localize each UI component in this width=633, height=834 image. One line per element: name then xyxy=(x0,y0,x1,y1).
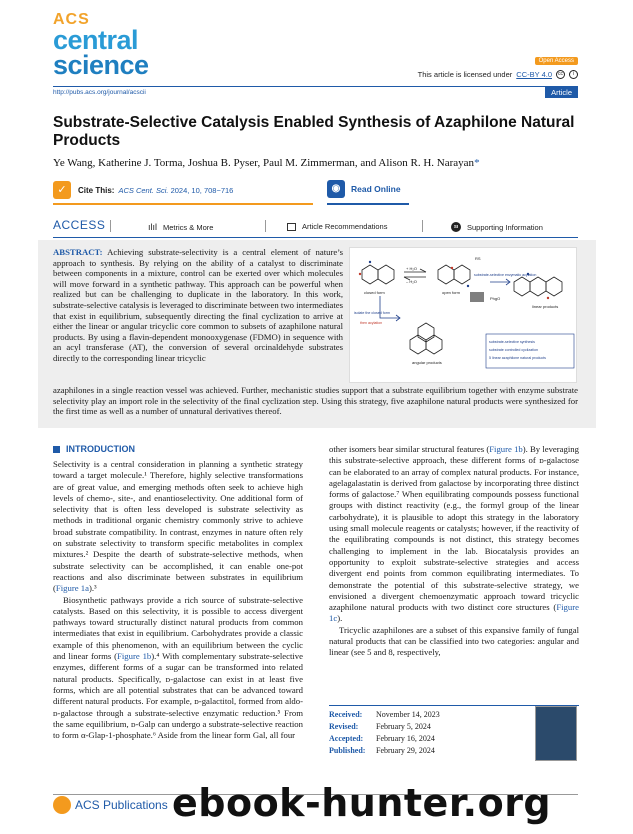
toc-minus-water: – H₂O xyxy=(406,279,417,284)
intro-p3-text: other isomers bear similar structural features ( xyxy=(329,444,490,454)
journal-logo xyxy=(53,12,163,78)
cite-reference xyxy=(118,186,233,195)
url-bar xyxy=(53,86,578,98)
divider xyxy=(422,220,423,232)
read-online-underline xyxy=(327,203,409,205)
logo-acs: ACS xyxy=(53,11,90,28)
supporting-info-link[interactable] xyxy=(451,222,543,232)
recommendations-label: Article Recommendations xyxy=(302,222,388,231)
figure-ref-1b-2[interactable]: Figure 1b xyxy=(489,444,523,454)
toc-bullet-1: substrate-selective synthesis xyxy=(489,340,535,344)
abstract-text xyxy=(53,247,343,364)
intro-paragraph-2 xyxy=(53,595,303,742)
journal-url[interactable]: http://pubs.acs.org/journal/acscii xyxy=(53,89,146,96)
read-online-label: Read Online xyxy=(351,184,401,194)
intro-paragraph-3 xyxy=(329,444,579,625)
recommendations-link[interactable] xyxy=(287,222,387,231)
figure-ref-1c[interactable]: Figure 1c xyxy=(329,602,579,624)
history-revised-label: Revised: xyxy=(329,722,359,731)
history-published-value: February 29, 2024 xyxy=(376,746,435,755)
globe-icon: ◉ xyxy=(327,180,345,198)
logo-central: central xyxy=(53,25,139,55)
intro-p1-text: Selectivity is a central consideration in planning a synthetic strategy toward a target molecule.¹ Therefore, highly selective transformations are of great value, and emerging methods often seek to achieve high levels of chemo-, site-, and enantioselectivity. One additional form of selectivity that is often less developed is substrate selectivity as methods in traditional organic chemistry commonly strive to achieve broad substrate compatibility. In contrast, enzymes in nature often rely on substrate selectivity to transform specific metabolites in complex mixtures.² Despite the dearth of substrate-selective methods, when substrate selectivity can be accomplished, it can enable one-pot reactions and also discriminate between substrates in equilibrium ( xyxy=(53,459,303,594)
intro-p1-end: ).³ xyxy=(88,583,97,594)
authors-text: Ye Wang, Katherine J. Torma, Joshua B. Pyser, Paul M. Zimmerman, and Alison R. H. Narayan xyxy=(53,157,475,169)
cite-icon: ✓ xyxy=(53,181,71,199)
toc-bullet-3: 5 linear azaphilone natural products xyxy=(489,356,546,360)
figure-ref-1b[interactable]: Figure 1b xyxy=(117,651,152,662)
cite-this[interactable] xyxy=(53,178,323,202)
corresponding-author-mark[interactable]: * xyxy=(474,157,480,169)
divider xyxy=(265,220,266,232)
supporting-label: Supporting Information xyxy=(467,222,543,232)
abstract-tail: azaphilones in a single reaction vessel was achieved. Further, mechanistic studies support that a substrate equilibrium together with enzyme substrate selectivity play an import role in the selectivity of the final cyclization step. Using this strategy, five azaphilone natural products were synthesized for the first time as well as a number of unnatural derivatives thereof. xyxy=(53,385,578,417)
license-line xyxy=(418,70,578,79)
article-icon xyxy=(287,223,296,231)
toc-enzymatic-label: substrate-selective enzymatic acylation xyxy=(474,273,537,277)
section-heading-text: INTRODUCTION xyxy=(66,444,135,454)
history-accepted-label: Accepted: xyxy=(329,734,364,743)
abstract-lead: ABSTRACT: xyxy=(53,247,103,257)
license-link[interactable]: CC-BY 4.0 xyxy=(516,70,552,79)
history-received-value: November 14, 2023 xyxy=(376,710,440,719)
abstract-body: Achieving substrate-selectivity is a central element of nature’s approach to synthesis. By relying on the ability of a catalyst to discriminate between components in a mixture, control can be exerted over which molecules will move forward in a synthetic pathway. This approach can be powerful when realized but can be challenging to duplicate in the laboratory. In this work, substrate-selective catalysis is leveraged to discriminate between two intermediates that exist in equilibrium, subsequently directing the final cyclization to arrive at either the linear or angular tricyclic core common to subsets of azaphilone natural products. By using a flavin-dependent monooxygenase (FDMO) in sequence with an acyl transferase (AT), the conversion of several orcinaldehyde substrates directly to the corresponding linear tricyclic xyxy=(53,247,343,363)
author-list xyxy=(53,157,578,169)
history-published xyxy=(329,746,435,755)
toc-scheme xyxy=(350,248,578,384)
history-received-label: Received: xyxy=(329,710,363,719)
enzyme-shape xyxy=(470,292,484,302)
toc-phgo: PhgO xyxy=(490,296,501,301)
publisher-name: ACS Publications xyxy=(75,798,168,812)
toc-closed-form: closed form xyxy=(364,290,385,295)
toc-linear: linear products xyxy=(532,304,559,309)
figure-ref-1a[interactable]: Figure 1a xyxy=(55,583,89,594)
toc-graphic[interactable] xyxy=(349,247,577,383)
history-published-label: Published: xyxy=(329,746,366,755)
cc-icon: cc xyxy=(558,71,563,77)
intro-p2-text-cont: ).⁴ With complementary substrate-selective enzymes, different forms of a sugar can be transformed into related natural products. Specifically, ᴅ-galactose can exist in at least five forms, which are all potential substrates that can be advanced toward different natural products. For example, ᴅ-galactitol, formed from aldo-ᴅ-galactose through a substrate-selective enzymatic reduction.⁵ From the same equilibrium, ᴅ-Galp can undergo a substrate-selective reaction to form α-Glap-1-phosphate.⁶ Aside from the linear form Gal, all four xyxy=(53,651,303,741)
read-online-button[interactable] xyxy=(327,180,401,198)
intro-paragraph-1 xyxy=(53,459,303,595)
section-heading-introduction xyxy=(53,444,135,454)
history-received xyxy=(329,710,440,719)
history-accepted xyxy=(329,734,435,743)
cite-volume: 2024, 10, 708−716 xyxy=(170,185,234,195)
toc-open-form: open form xyxy=(442,290,461,295)
article-type-badge: Article xyxy=(545,87,578,98)
history-revised xyxy=(329,722,431,731)
access-label: ACCESS xyxy=(53,218,106,232)
toc-rs: RS xyxy=(475,256,481,261)
cite-journal: ACS Cent. Sci. xyxy=(118,185,169,195)
watermark: ebook-hunter.org xyxy=(172,781,552,825)
intro-p3-end: ). xyxy=(337,613,343,624)
bar-chart-icon: ılıl xyxy=(148,222,157,232)
article-title: Substrate-Selective Catalysis Enabled Synthesis of Azaphilone Natural Products xyxy=(53,114,575,149)
toc-angular: angular products xyxy=(412,360,442,365)
intro-paragraph-4: Tricyclic azaphilones are a subset of this expansive family of fungal natural products that can be classified into two categories: angular and linear (see 5 and 8, respectively, xyxy=(329,624,579,658)
history-accepted-value: February 16, 2024 xyxy=(376,734,435,743)
acs-publications-logo[interactable] xyxy=(53,796,168,814)
journal-cover-thumbnail[interactable] xyxy=(535,706,577,761)
toc-plus-water: + H₂O xyxy=(406,266,417,271)
divider xyxy=(110,220,111,232)
cc-by-icon: i xyxy=(569,70,578,79)
left-column xyxy=(53,459,303,741)
license-text: This article is licensed under xyxy=(417,70,513,79)
logo-science: science xyxy=(53,50,149,80)
acs-seal-icon xyxy=(53,796,71,814)
cite-underline xyxy=(53,203,313,205)
toc-then-acylation: then acylation xyxy=(360,321,383,325)
metrics-link[interactable] xyxy=(148,222,213,232)
open-access-badge: Open Access xyxy=(535,57,578,65)
metrics-label: Metrics & More xyxy=(163,222,214,232)
toc-isolate: isolate the closed form xyxy=(354,311,390,315)
cite-label: Cite This: xyxy=(78,185,115,195)
right-column xyxy=(329,444,579,659)
intro-p3-text-cont: ). By leveraging this substrate-selective approach, these different forms of ᴅ-galactose can be elaborated to an array of complex natural products. For instance, agelagalastatin is derived from galactose by incorporating three distinct forms of galactose.⁷ When equilibrating compounds possess functional groups with distinct reactivity (e.g., the formyl group of the linear carbohydrate), it is plausible to adopt this strategy in the laboratory using small molecule reagents or catalysts; however, if the reactivity of the equilibrating compounds is not distinct, this strategy becomes challenging to implement in the lab. Biocatalysis provides an opportunity to exploit substrate-selective strategies and access divergent end points from common equilibrating intermediates. To demonstrate the potential of this substrate-selective strategy, we envisioned a divergent chemoenzymatic approach toward tricyclic azaphilone natural products with two distinct core structures ( xyxy=(329,444,579,613)
history-revised-value: February 5, 2024 xyxy=(376,722,431,731)
access-bar xyxy=(53,216,578,238)
intro-p2-text: Biosynthetic pathways provide a rich source of substrate-selective catalysts. Based on this selectivity, it is possible to access divergent pathways toward structurally distinct natural products from common intermediates that exist in equilibrium. Carbohydrates provide a classic example of this phenomenon, with an equilibrium between the cyclic and linear forms ( xyxy=(53,594,303,662)
section-square-icon xyxy=(53,446,60,453)
si-icon: SI xyxy=(451,222,461,232)
toc-bullet-2: substrate controlled cyclization xyxy=(489,348,538,352)
